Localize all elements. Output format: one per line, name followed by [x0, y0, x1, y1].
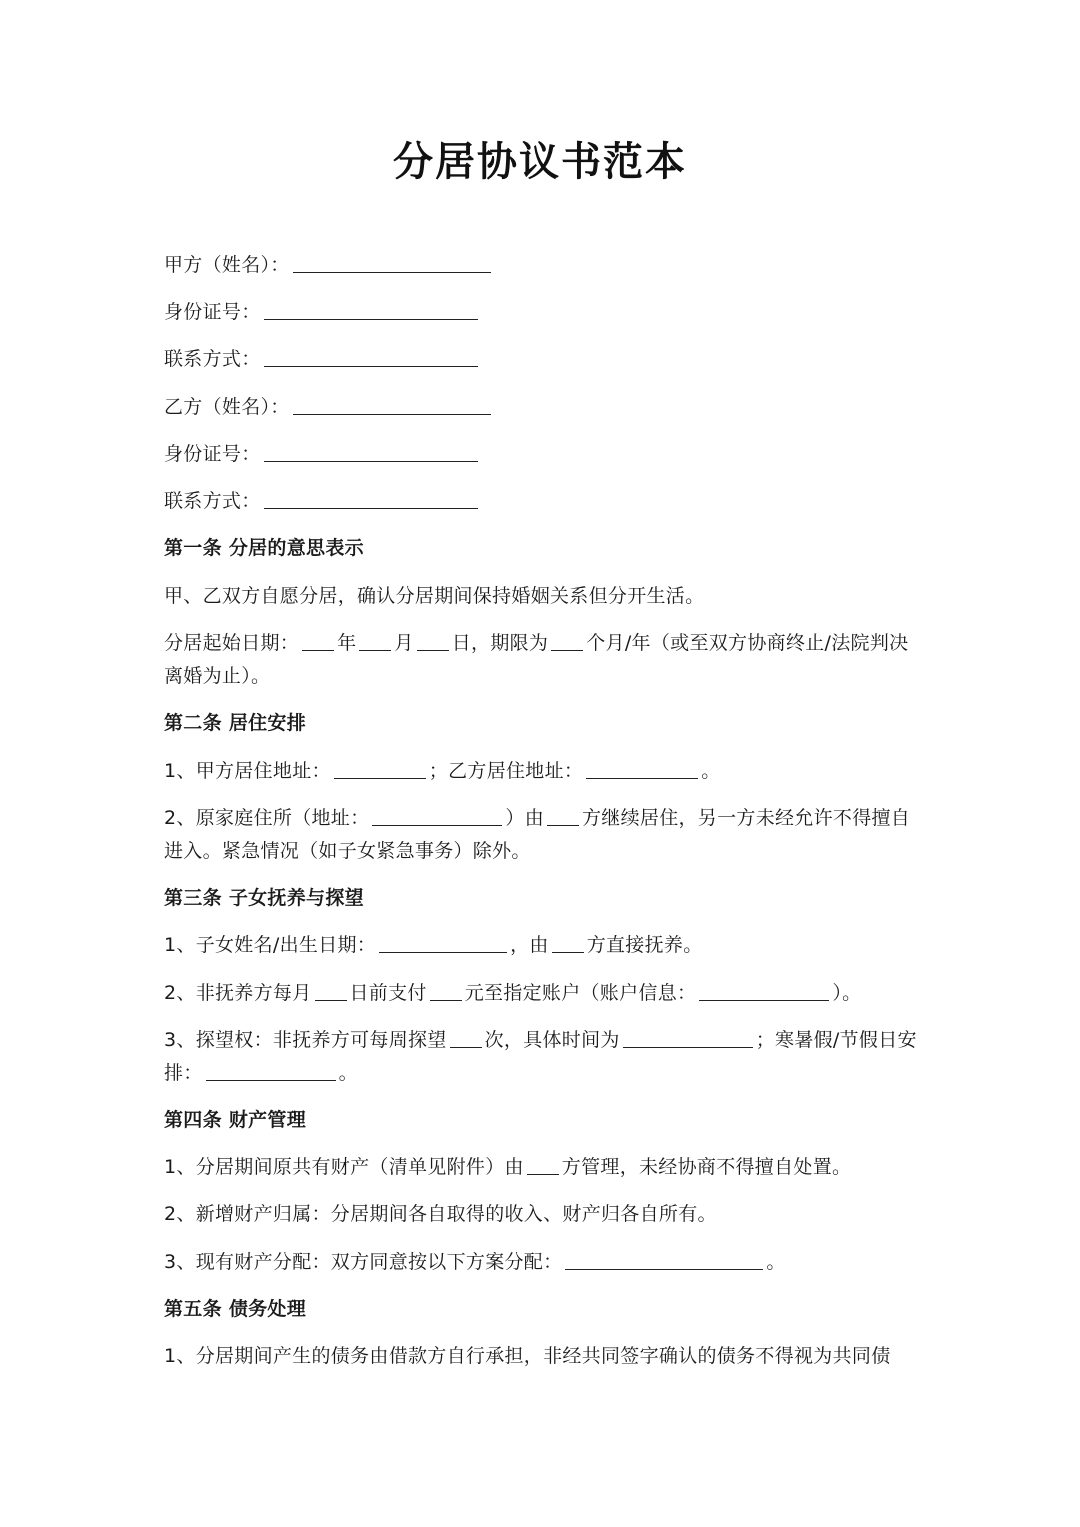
- payment-day-label: 2、非抚养方每月: [164, 982, 312, 1004]
- article2-heading: 第二条 居住安排: [164, 712, 307, 734]
- article5-item1: 1、分居期间产生的债务由借款方自行承担，非经共同签字确认的债务不得视为共同债: [164, 1345, 891, 1367]
- article2-item2: [164, 802, 924, 868]
- article4-item2: 2、新增财产归属：分居期间各自取得的收入、财产归各自所有。: [164, 1203, 717, 1225]
- party-a-name-row: [164, 249, 924, 282]
- day-label: 日，期限为: [451, 632, 549, 654]
- property-manager-field[interactable]: [527, 1152, 559, 1175]
- party-b-name-field[interactable]: [293, 392, 491, 415]
- payment-amount-field[interactable]: [430, 978, 462, 1001]
- article4-heading: 第四条 财产管理: [164, 1109, 307, 1131]
- article3-heading: 第三条 子女抚养与探望: [164, 887, 364, 909]
- visit-time-field[interactable]: [623, 1025, 753, 1048]
- payment-amount-label: 日前支付: [349, 982, 427, 1004]
- party-b-id-label: 身份证号：: [164, 443, 261, 465]
- visit-time-label: 次，具体时间为: [484, 1029, 620, 1051]
- holiday-label: ；寒暑假/节假日安排：: [164, 1029, 917, 1084]
- period-mark: 。: [701, 760, 721, 782]
- party-a-address-field[interactable]: [334, 756, 426, 779]
- resident-party-field[interactable]: [547, 803, 579, 826]
- start-year-field[interactable]: [302, 628, 334, 651]
- party-a-id-field[interactable]: [264, 297, 478, 320]
- party-a-id-row: [164, 296, 924, 329]
- article5-heading: 第五条 债务处理: [164, 1298, 307, 1320]
- child-info-label: 1、子女姓名/出生日期：: [164, 934, 377, 956]
- distribution-close: 。: [766, 1251, 786, 1273]
- party-a-id-label: 身份证号：: [164, 301, 261, 323]
- party-a-name-field[interactable]: [293, 250, 491, 273]
- account-info-field[interactable]: [699, 978, 829, 1001]
- year-label: 年: [337, 632, 357, 654]
- distribution-plan-field[interactable]: [565, 1247, 763, 1270]
- holiday-close: 。: [338, 1062, 358, 1084]
- party-b-address-label: ；乙方居住地址：: [428, 760, 584, 782]
- document-title: 分居协议书范本: [393, 139, 687, 185]
- payment-day-field[interactable]: [315, 978, 347, 1001]
- holiday-arrangement-field[interactable]: [206, 1058, 336, 1081]
- home-address-field[interactable]: [372, 803, 502, 826]
- article1-paragraph2: [164, 627, 924, 693]
- article3-item3: [164, 1024, 924, 1090]
- residence-clause: 方继续居住，另一方未经允许不得擅自进入。紧急情况（如子女紧急事务）除外。: [164, 807, 911, 862]
- party-b-id-field[interactable]: [264, 439, 478, 462]
- resident-label: ）由: [505, 807, 544, 829]
- start-date-label: 分居起始日期：: [164, 632, 300, 654]
- property-clause: 方管理，未经协商不得擅自处置。: [561, 1156, 852, 1178]
- article4-item1: [164, 1151, 924, 1184]
- distribution-label: 3、现有财产分配：双方同意按以下方案分配：: [164, 1251, 563, 1273]
- month-label: 月: [394, 632, 414, 654]
- party-b-address-field[interactable]: [586, 756, 698, 779]
- article3-item2: [164, 977, 924, 1010]
- custodian-label: ，由: [510, 934, 549, 956]
- article4-item3: [164, 1246, 924, 1279]
- account-label: 元至指定账户（账户信息：: [464, 982, 697, 1004]
- period-label: 个月/年（或至双方协商终止/法院判决离婚为止）。: [164, 632, 909, 687]
- party-b-contact-label: 联系方式：: [164, 490, 261, 512]
- party-b-id-row: [164, 438, 924, 471]
- home-address-label: 2、原家庭住所（地址：: [164, 807, 370, 829]
- party-b-name-label: 乙方（姓名）：: [164, 396, 290, 418]
- party-a-contact-field[interactable]: [264, 344, 478, 367]
- start-day-field[interactable]: [417, 628, 449, 651]
- custodian-field[interactable]: [552, 930, 584, 953]
- party-a-contact-row: [164, 343, 924, 376]
- account-close: ）。: [832, 982, 862, 1004]
- child-info-field[interactable]: [379, 930, 507, 953]
- party-a-address-label: 1、甲方居住地址：: [164, 760, 331, 782]
- start-month-field[interactable]: [359, 628, 391, 651]
- article3-item1: [164, 929, 924, 962]
- party-a-name-label: 甲方（姓名）：: [164, 254, 290, 276]
- article1-paragraph1: 甲、乙双方自愿分居，确认分居期间保持婚姻关系但分开生活。: [164, 585, 705, 607]
- party-b-contact-field[interactable]: [264, 486, 478, 509]
- visit-label: 3、探望权：非抚养方可每周探望: [164, 1029, 447, 1051]
- custody-clause: 方直接抚养。: [586, 934, 703, 956]
- party-b-contact-row: [164, 485, 924, 518]
- property-manager-label: 1、分居期间原共有财产（清单见附件）由: [164, 1156, 524, 1178]
- period-field[interactable]: [551, 628, 583, 651]
- article2-item1: [164, 755, 924, 788]
- party-a-contact-label: 联系方式：: [164, 348, 261, 370]
- article1-heading: 第一条 分居的意思表示: [164, 537, 364, 559]
- party-b-name-row: [164, 391, 924, 424]
- visit-count-field[interactable]: [450, 1025, 482, 1048]
